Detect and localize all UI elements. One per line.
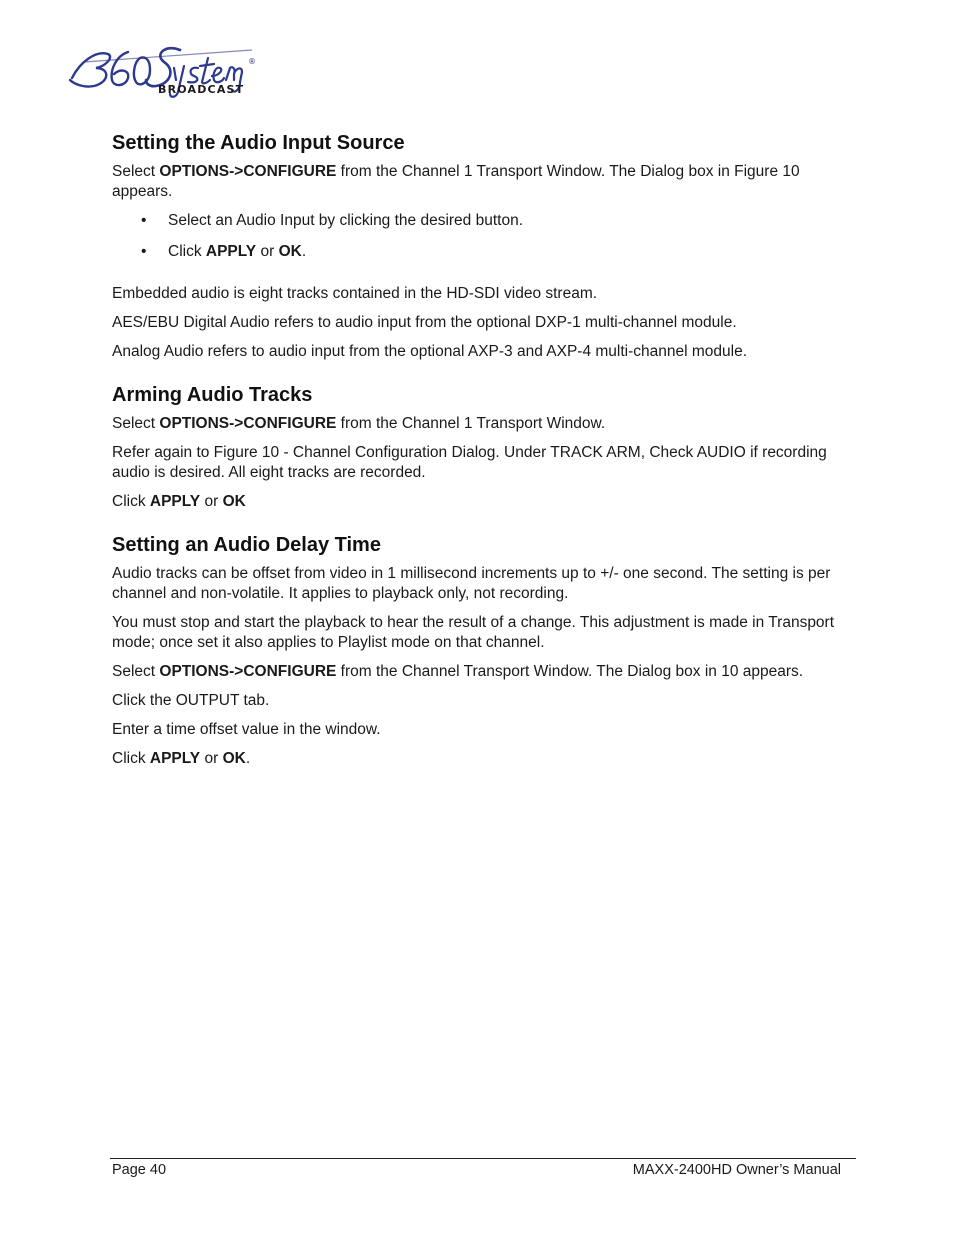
- audio-input-steps: [112, 211, 852, 262]
- list-item: • Select an Audio Input by clicking the desired button.: [168, 211, 852, 231]
- logo-subtitle: BROADCAST: [158, 83, 245, 96]
- registered-mark: ®: [248, 57, 256, 66]
- audio-input-intro: Select OPTIONS->CONFIGURE from the Channel 1 Transport Window. The Dialog box in Figure 10 appears.: [112, 163, 800, 200]
- menu-path: OPTIONS->CONFIGURE: [159, 163, 337, 180]
- heading-audio-delay-time: Setting an Audio Delay Time: [112, 534, 381, 556]
- paragraph-offset: Audio tracks can be offset from video in 1 millisecond increments up to +/- one second. The setting is per channel and non-volatile. It applies to playback only, not recording.: [112, 565, 831, 602]
- menu-path: OPTIONS->CONFIGURE: [159, 415, 337, 432]
- step-enter-offset: Enter a time offset value in the window.: [112, 721, 381, 738]
- delay-click: Click APPLY or OK.: [112, 750, 251, 767]
- section-audio-delay-time: [112, 532, 852, 769]
- paragraph-track-arm: Refer again to Figure 10 - Channel Configuration Dialog. Under TRACK ARM, Check AUDIO if recording audio is desired. All eight tracks are recorded.: [112, 444, 827, 481]
- page-number: Page 40: [112, 1162, 167, 1178]
- logo-image: [66, 40, 262, 100]
- heading-arming-audio-tracks: Arming Audio Tracks: [112, 384, 313, 406]
- section-arming-audio-tracks: [112, 382, 852, 512]
- manual-title: MAXX-2400HD Owner’s Manual: [632, 1162, 841, 1178]
- arming-click: Click APPLY or OK: [112, 493, 246, 510]
- footer-divider: [110, 1158, 856, 1159]
- paragraph-aes-ebu: AES/EBU Digital Audio refers to audio input from the optional DXP-1 multi-channel module.: [112, 314, 737, 331]
- heading-audio-input-source: Setting the Audio Input Source: [112, 132, 405, 154]
- page-content: [112, 130, 852, 778]
- menu-path: OPTIONS->CONFIGURE: [159, 663, 337, 680]
- arming-intro: Select OPTIONS->CONFIGURE from the Channel 1 Transport Window.: [112, 415, 606, 432]
- list-item: • Click APPLY or OK.: [168, 242, 852, 262]
- paragraph-analog-audio: Analog Audio refers to audio input from the optional AXP-3 and AXP-4 multi-channel module.: [112, 343, 748, 360]
- paragraph-embedded-audio: Embedded audio is eight tracks contained in the HD-SDI video stream.: [112, 285, 598, 302]
- section-audio-input-source: [112, 130, 852, 362]
- delay-intro: Select OPTIONS->CONFIGURE from the Channel Transport Window. The Dialog box in 10 appears.: [112, 663, 804, 680]
- paragraph-stop-start: You must stop and start the playback to hear the result of a change. This adjustment is made in Transport mode; once set it also applies to Playlist mode on that channel.: [112, 614, 835, 651]
- company-logo: [66, 40, 262, 100]
- step-output-tab: Click the OUTPUT tab.: [112, 692, 270, 709]
